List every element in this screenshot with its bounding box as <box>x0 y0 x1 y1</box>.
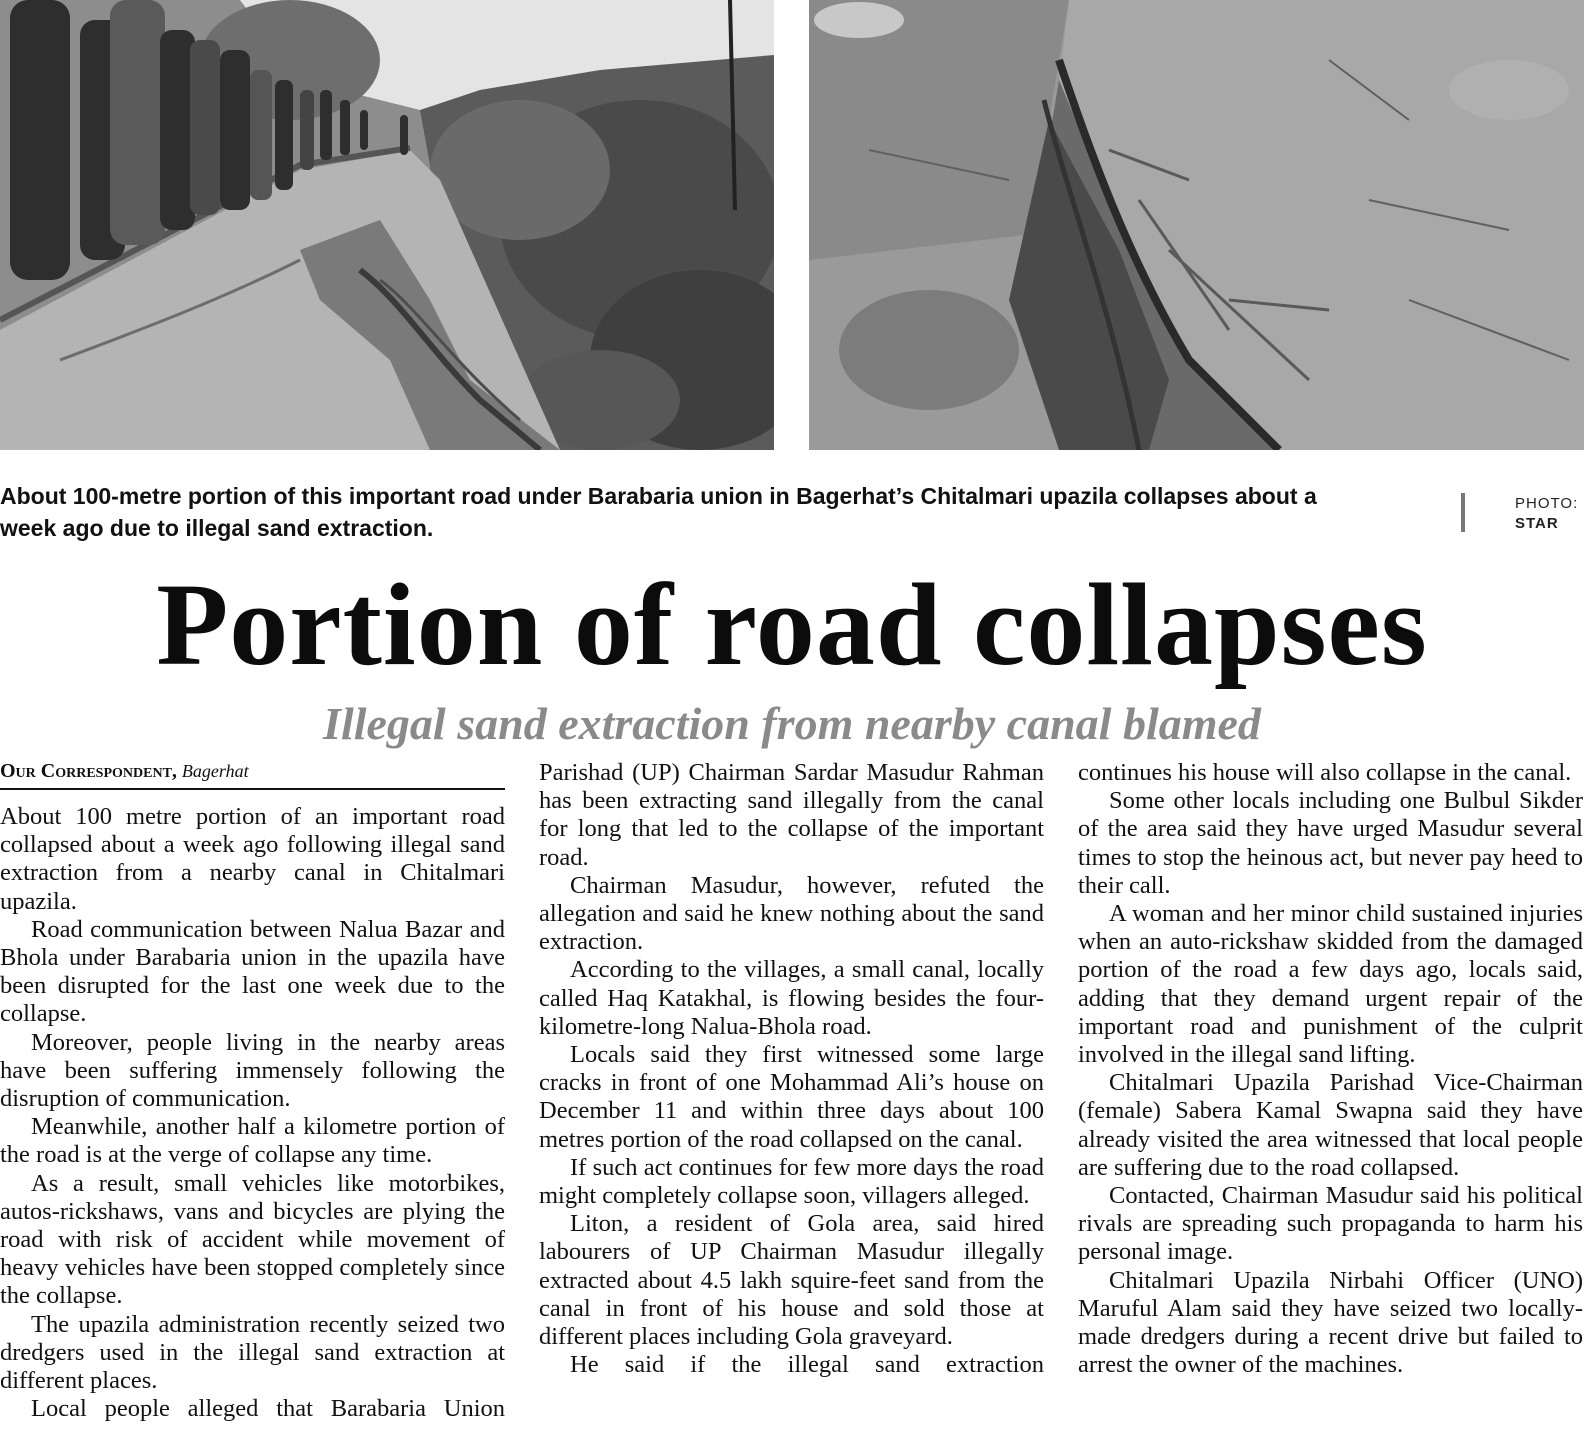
paragraph: About 100 metre portion of an important road collapsed about a week ago following illegal sand extraction from a nearby canal in Chitalmari upazila. <box>0 803 505 915</box>
paragraph: Road communication between Nalua Bazar and Bhola under Barabaria union in the upazila have been disrupted for the last one week due to the collapse. <box>0 915 505 1028</box>
article-column-3 <box>1078 759 1583 1379</box>
paragraph: A woman and her minor child sustained injuries when an auto-rickshaw skidded from the damaged portion of the road a few days ago, locals said, adding that they demand urgent repair of the important road and punishment of the culprit involved in the illegal sand lifting. <box>1078 900 1583 1069</box>
paragraph: The upazila administration recently seized two dredgers used in the illegal sand extraction at different places. <box>0 1310 505 1395</box>
photo-credit-source: STAR <box>1515 515 1559 532</box>
collapsed-earth-photo <box>809 0 1584 450</box>
article-column-2 <box>539 759 1044 1379</box>
photo-caption: About 100-metre portion of this important road under Barabaria union in Bagerhat’s Chitalmari upazila collapses about a week ago due to illegal sand extraction. <box>0 483 1317 541</box>
paragraph: Local people alleged that Barabaria Union <box>31 1395 505 1423</box>
photo-credit-label: PHOTO: <box>1515 495 1579 512</box>
road-crack-crowd-photo <box>0 0 774 450</box>
paragraph: Chitalmari Upazila Parishad Vice-Chairman (female) Sabera Kamal Swapna said they have already visited the area witnessed that local people are suffering due to the road collapsed. <box>1078 1069 1583 1181</box>
paragraph: Chitalmari Upazila Nirbahi Officer (UNO) Maruful Alam said they have seized two locally-made dredgers during a recent drive but failed to arrest the owner of the machines. <box>1078 1266 1583 1379</box>
headline: Portion of road collapses <box>156 559 1428 690</box>
photo-road-crack <box>0 0 774 450</box>
paragraph: As a result, small vehicles like motorbikes, autos-rickshaws, vans and bicycles are plying the road with risk of accident while movement of heavy vehicles have been stopped completely since the collapse. <box>0 1169 505 1310</box>
paragraph: Liton, a resident of Gola area, said hired labourers of UP Chairman Masudur illegally extracted about 4.5 lakh squire-feet sand from the canal in front of his house and sold those at different places including Gola graveyard. <box>539 1210 1044 1351</box>
paragraph: Moreover, people living in the nearby areas have been suffering immensely following the disruption of communication. <box>0 1028 505 1113</box>
subheadline: Illegal sand extraction from nearby canal blamed <box>323 698 1261 749</box>
byline-place: Bagerhat <box>181 761 249 781</box>
paragraph: Chairman Masudur, however, refuted the allegation and said he knew nothing about the sand extraction. <box>539 871 1044 956</box>
paragraph: Contacted, Chairman Masudur said his political rivals are spreading such propaganda to harm his personal image. <box>1078 1182 1583 1266</box>
paragraph: Locals said they first witnessed some large cracks in front of one Mohammad Ali’s house on December 11 and within three days about 100 metres portion of the road collapsed on the canal. <box>539 1041 1044 1153</box>
paragraph: Meanwhile, another half a kilometre portion of the road is at the verge of collapse any time. <box>0 1113 505 1169</box>
paragraph: continues his house will also collapse in the canal. <box>1078 759 1572 786</box>
paragraph: Some other locals including one Bulbul Sikder of the area said they have urged Masudur several times to stop the heinous act, but never pay heed to their call. <box>1078 787 1583 899</box>
photo-collapsed-earth <box>809 0 1584 450</box>
article-column-1 <box>0 803 505 1423</box>
photo-credit <box>1515 494 1578 534</box>
paragraph: Parishad (UP) Chairman Sardar Masudur Rahman has been extracting sand illegally from the canal for long that led to the collapse of the important road. <box>539 759 1044 871</box>
byline <box>0 758 505 790</box>
paragraph: He said if the illegal sand extraction <box>570 1351 1044 1379</box>
credit-divider <box>1461 493 1465 532</box>
paragraph: If such act continues for few more days the road might completely collapse soon, villagers alleged. <box>539 1153 1044 1210</box>
byline-name: Our Correspondent, <box>0 760 177 782</box>
paragraph: According to the villages, a small canal, locally called Haq Katakhal, is flowing besides the four-kilometre-long Nalua-Bhola road. <box>539 956 1044 1040</box>
